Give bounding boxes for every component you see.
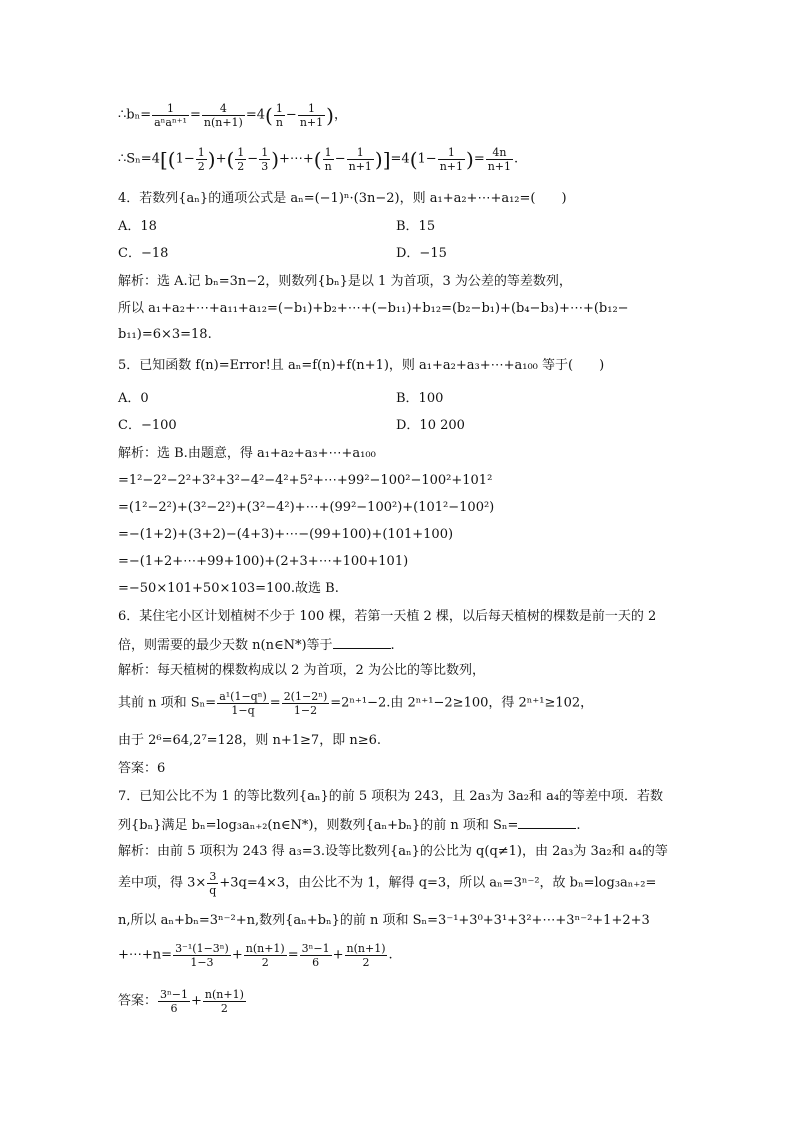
q6-solution-sum: 其前 n 项和 Sₙ= $\frac{\text{a¹(1−qⁿ)}}{1-q}$ = $\frac{\text{2(1−2ⁿ)}}{1-2}$ =2ⁿ⁺¹−2.由 2ⁿ⁺¹−2≥100，得 2ⁿ⁺¹≥102， (118, 690, 594, 717)
fraction: $\frac{\text{2(1−2ⁿ)}}{1-2}$ (283, 690, 328, 717)
q7-stem: 7．已知公比不为 1 的等比数列{aₙ}的前 5 项积为 243，且 2a₃为 3a₂和 a₄的等差中项．若数 (118, 789, 664, 804)
q6-stem: 6．某住宅小区计划植树不少于 100 棵，若第一天植 2 棵，以后每天植树的棵数是前一天的 2 (118, 609, 657, 624)
fraction: $\frac{3}{q}$ (209, 870, 217, 897)
fraction: $\frac{1}{3}$ (261, 146, 269, 173)
q5-option-b: B．100 (396, 391, 444, 406)
fraction: $\frac{1}{2}$ (237, 146, 245, 173)
fraction: $\frac{1}{n}$ (324, 146, 332, 173)
fraction: $\frac{1}{n+1}$ (348, 146, 372, 173)
q7-solution-sum: +⋯+n= $\frac{\text{3⁻¹(1−3ⁿ)}}{1-3}$ + $\frac{n(n+1)}{2}$ = $\frac{\text{3ⁿ−1}}{6}$ + $\frac{n(n+1)}{2}$ . (118, 942, 393, 969)
formula-sn: ∴Sₙ=4[(1− $\frac{1}{2}$ )+( $\frac{1}{2}$ − $\frac{1}{3}$ )+⋯+( $\frac{1}{n}$ − $\frac{1}{n+1}$ )]=4(1− $\frac{1}{n+1}$ )= $\frac{4n}{n+1}$ . (118, 146, 519, 173)
answer-blank (518, 816, 576, 829)
fraction: $\frac{\text{3⁻¹(1−3ⁿ)}}{1-3}$ (175, 942, 229, 969)
q7-answer: 答案： $\frac{\text{3ⁿ−1}}{6}$ + $\frac{n(n+1)}{2}$ (118, 988, 244, 1015)
q4-solution-line: b₁₁)=6×3=18. (118, 327, 212, 342)
q7-solution-line: 解析：由前 5 项积为 243 得 a₃=3.设等比数列{aₙ}的公比为 q(q≠1)，由 2a₃为 3a₂和 a₄的等 (118, 844, 668, 859)
q4-option-a: A．18 (118, 219, 157, 234)
fraction: $\frac{4}{n(n+1)}$ (203, 102, 243, 129)
q7-solution-line: n,所以 aₙ+bₙ=3ⁿ⁻²+n,数列{aₙ+bₙ}的前 n 项和 Sₙ=3⁻¹+3⁰+3¹+3²+⋯+3ⁿ⁻²+1+2+3 (118, 913, 650, 928)
q5-solution-line: =−(1+2)+(3+2)−(4+3)+⋯−(99+100)+(101+100) (118, 527, 454, 542)
fraction: $\frac{n(n+1)}{2}$ (204, 988, 244, 1015)
answer-blank (333, 636, 391, 649)
fraction: $\frac{\text{3ⁿ−1}}{6}$ (160, 988, 188, 1015)
q5-option-c: C．−100 (118, 418, 177, 433)
q4-option-b: B．15 (396, 219, 436, 234)
q5-solution-line: =−(1+2+⋯+99+100)+(2+3+⋯+100+101) (118, 554, 409, 569)
fraction: $\frac{n(n+1)}{2}$ (245, 942, 285, 969)
fraction: $\frac{n(n+1)}{2}$ (346, 942, 386, 969)
q5-option-d: D．10 200 (396, 418, 465, 433)
q5-solution-line: =−50×101+50×103=100.故选 B. (118, 581, 339, 596)
fraction: $\frac{1}{n}$ (275, 102, 283, 129)
q6-solution-line: 解析：每天植树的棵数构成以 2 为首项，2 为公比的等比数列， (118, 663, 485, 678)
fraction: $\frac{4n}{n+1}$ (487, 146, 512, 173)
q4-solution-line: 解析：选 A.记 bₙ=3n−2，则数列{bₙ}是以 1 为首项，3 为公差的等差数列， (118, 274, 572, 289)
q6-answer: 答案：6 (118, 761, 166, 776)
fraction: $\frac{\text{3ⁿ−1}}{6}$ (301, 942, 330, 969)
q5-solution-line: 解析：选 B.由题意，得 a₁+a₂+a₃+⋯+a₁₀₀ (118, 446, 376, 461)
q5-stem: 5．已知函数 f(n)=Error!且 aₙ=f(n)+f(n+1)，则 a₁+a₂+a₃+⋯+a₁₀₀ 等于( ) (118, 358, 605, 373)
fraction: $\frac{1}{n+1}$ (439, 146, 463, 173)
q4-stem: 4．若数列{aₙ}的通项公式是 aₙ=(−1)ⁿ·(3n−2)，则 a₁+a₂+⋯+a₁₂=( ) (118, 191, 567, 206)
fraction: $\frac{1}{2}$ (197, 146, 205, 173)
q5-solution-line: =(1²−2²)+(3²−2²)+(3²−4²)+⋯+(99²−100²)+(101²−100²) (118, 500, 495, 515)
q4-solution-line: 所以 a₁+a₂+⋯+a₁₁+a₁₂=(−b₁)+b₂+⋯+(−b₁₁)+b₁₂=(b₂−b₁)+(b₄−b₃)+⋯+(b₁₂− (118, 301, 629, 316)
fraction: $\frac{1}{n+1}$ (299, 102, 324, 129)
q4-option-c: C．−18 (118, 246, 169, 261)
q6-solution-line: 由于 2⁶=64,2⁷=128，则 n+1≥7，即 n≥6. (118, 733, 382, 748)
formula-bn: ∴bₙ= $\frac{1}{\text{aⁿaⁿ⁺¹}}$ = $\frac{4}{n(n+1)}$ =4( $\frac{1}{n}$ − $\frac{1}{n+1}$ )， (118, 102, 347, 129)
q7-solution-line: 差中项，得 3× $\frac{3}{q}$ +3q=4×3，由公比不为 1，解得 q=3，所以 aₙ=3ⁿ⁻²，故 bₙ=log₃aₙ₊₂= (118, 870, 657, 897)
q5-solution-line: =1²−2²−2²+3²+3²−4²−4²+5²+⋯+99²−100²−100²+101² (118, 473, 493, 488)
q6-stem: 倍，则需要的最少天数 n(n∈N*)等于 . (118, 638, 395, 653)
q7-stem: 列{bₙ}满足 bₙ=log₃aₙ₊₂(n∈N*)，则数列{aₙ+bₙ}的前 n 项和 Sₙ= . (118, 818, 581, 833)
fraction: $\frac{1}{\text{aⁿaⁿ⁺¹}}$ (154, 102, 187, 129)
q4-option-d: D．−15 (396, 246, 447, 261)
q5-option-a: A．0 (118, 391, 149, 406)
fraction: $\frac{\text{a¹(1−qⁿ)}}{1-q}$ (219, 690, 267, 717)
